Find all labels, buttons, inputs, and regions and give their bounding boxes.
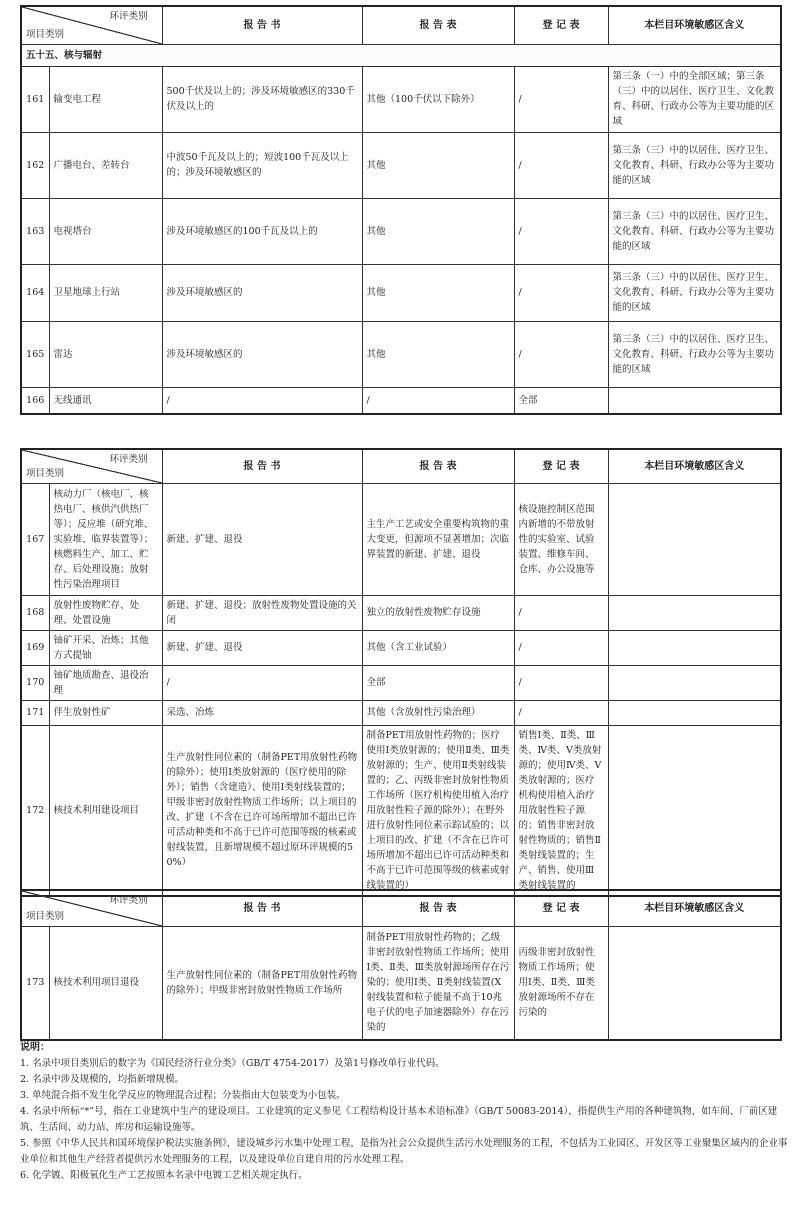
- project-category-cell: 无线通讯: [49, 387, 162, 414]
- report-book-cell: 新建、扩建、退役；放射性废物处置设施的关闭: [162, 595, 362, 630]
- row-number: 169: [21, 630, 49, 665]
- row-number: 166: [21, 387, 49, 414]
- registration-cell: /: [514, 630, 608, 665]
- table-row: [21, 321, 781, 387]
- registration-cell: 销售Ⅰ类、Ⅱ类、Ⅲ类、Ⅳ类、Ⅴ类放射源的；使用Ⅳ类、Ⅴ类放射源的；医疗机构使用植入治疗用放射性粒子源的；销售非密封放射性物质的；销售Ⅱ类射线装置的；生产、销售、使用Ⅲ类射线装置的: [514, 725, 608, 896]
- header-report-book: 报 告 书: [162, 6, 362, 44]
- sensitive-area-cell: [608, 483, 781, 595]
- sensitive-area-cell: [608, 387, 781, 414]
- project-category-cell: 核动力厂（核电厂、核热电厂、核供汽供热厂等）；反应堆（研究堆、实验堆、临界装置等）；核燃料生产、加工、贮存、后处理设施；放射性污染治理项目: [49, 483, 162, 595]
- row-number: 165: [21, 321, 49, 387]
- registration-cell: /: [514, 595, 608, 630]
- header-report-form: 报 告 表: [362, 890, 514, 926]
- project-category-cell: 广播电台、差转台: [49, 132, 162, 198]
- note-item: 2. 名录中涉及规模的，均指新增规模。: [20, 1074, 185, 1085]
- row-number: 161: [21, 66, 49, 132]
- report-book-cell: 新建、扩建、退役: [162, 630, 362, 665]
- report-form-cell: 制备PET用放射性药物的；医疗使用Ⅰ类放射源的；使用Ⅱ类、Ⅲ类放射源的；生产、使用Ⅱ类射线装置的；乙、丙级非密封放射性物质工作场所（医疗机构使用植入治疗用放射性粒子源的除外）；在野外进行放射性同位素示踪试验的；以上项目的改、扩建（不含在已许可场所增加不超出已许可活动种类和不高于已许可范围等级的核素或射线装置的）: [362, 725, 514, 896]
- sensitive-area-cell: 第三条（一）中的全部区域；第三条（三）中的以居住、医疗卫生、文化教育、科研、行政办公等为主要功能的区域: [608, 66, 781, 132]
- project-category-cell: 电视塔台: [49, 198, 162, 264]
- project-category-cell: 雷达: [49, 321, 162, 387]
- report-form-cell: /: [362, 387, 514, 414]
- notes-section: [20, 1040, 790, 1184]
- row-number: 171: [21, 700, 49, 725]
- registration-cell: 核设施控制区范围内新增的不带放射性的实验室、试验装置、维修车间、仓库、办公设施等: [514, 483, 608, 595]
- table-row: [21, 665, 781, 700]
- note-item: 1. 名录中项目类别后的数字为《国民经济行业分类》（GB/T 4754-2017）及第1号修改单行业代码。: [20, 1058, 445, 1069]
- header-report-form: 报 告 表: [362, 449, 514, 483]
- report-form-cell: 其他（100千伏以下除外）: [362, 66, 514, 132]
- table-row: [21, 66, 781, 132]
- header-sensitive-area: 本栏目环境敏感区含义: [608, 6, 781, 44]
- header-eia-category: 环评类别: [109, 895, 148, 906]
- table-row: [21, 198, 781, 264]
- report-book-cell: 涉及环境敏感区的100千瓦及以上的: [162, 198, 362, 264]
- section-title: 五十五、核与辐射: [21, 44, 781, 66]
- header-project-category: 项目类别: [26, 910, 65, 922]
- header-eia-category: 环评类别: [109, 11, 148, 22]
- row-number: 173: [21, 926, 49, 1040]
- report-form-cell: 全部: [362, 665, 514, 700]
- row-number: 162: [21, 132, 49, 198]
- header-project-category: 项目类别: [26, 28, 65, 40]
- registration-cell: 丙级非密封放射性物质工作场所；使用Ⅰ类、Ⅱ类、Ⅲ类放射源场所不存在污染的: [514, 926, 608, 1040]
- sensitive-area-cell: 第三条（三）中的以居住、医疗卫生、文化教育、科研、行政办公等为主要功能的区域: [608, 132, 781, 198]
- report-book-cell: 新建、扩建、退役: [162, 483, 362, 595]
- note-item: 3. 单纯混合指不发生化学反应的物理混合过程；分装指由大包装变为小包装。: [20, 1090, 346, 1101]
- registration-cell: /: [514, 665, 608, 700]
- project-category-cell: 铀矿地质勘查、退役治理: [49, 665, 162, 700]
- table-row: [21, 926, 781, 1040]
- report-book-cell: 涉及环境敏感区的: [162, 264, 362, 321]
- table-nuclear-radiation-part1: [20, 5, 782, 415]
- project-category-cell: 铀矿开采、冶炼；其他方式提铀: [49, 630, 162, 665]
- sensitive-area-cell: [608, 700, 781, 725]
- sensitive-area-cell: [608, 595, 781, 630]
- sensitive-area-cell: 第三条（三）中的以居住、医疗卫生、文化教育、科研、行政办公等为主要功能的区域: [608, 264, 781, 321]
- project-category-cell: 卫星地球上行站: [49, 264, 162, 321]
- note-item: 4. 名录中所标“*”号，指在工业建筑中生产的建设项目。工业建筑的定义参见《工程结构设计基本术语标准》（GB/T 50083-2014），指提供生产用的各种建筑物，如车间、厂前区建筑、生活间、动力站、库房和运输设施等。: [20, 1106, 778, 1133]
- header-eia-category: 环评类别: [109, 454, 148, 465]
- report-form-cell: 制备PET用放射性药物的；乙级非密封放射性物质工作场所；使用Ⅰ类、Ⅱ类、Ⅲ类放射源场所存在污染的；使用Ⅰ类、Ⅱ类射线装置(X射线装置和粒子能量不高于10兆电子伏的电子加速器除外）存在污染的: [362, 926, 514, 1040]
- project-category-cell: 放射性废物贮存、处理、处置设施: [49, 595, 162, 630]
- registration-cell: /: [514, 132, 608, 198]
- row-number: 168: [21, 595, 49, 630]
- sensitive-area-cell: [608, 665, 781, 700]
- header-project-category: 项目类别: [26, 467, 65, 479]
- registration-cell: /: [514, 321, 608, 387]
- header-diagonal-cell: [21, 449, 162, 483]
- table-row: [21, 630, 781, 665]
- project-category-cell: 伴生放射性矿: [49, 700, 162, 725]
- report-book-cell: 中波50千瓦及以上的；短波100千瓦及以上的；涉及环境敏感区的: [162, 132, 362, 198]
- row-number: 167: [21, 483, 49, 595]
- row-number: 170: [21, 665, 49, 700]
- header-registration-form: 登 记 表: [514, 890, 608, 926]
- table-nuclear-radiation-part3: [20, 889, 782, 1041]
- table-row: [21, 132, 781, 198]
- header-report-form: 报 告 表: [362, 6, 514, 44]
- table-row: [21, 595, 781, 630]
- registration-cell: /: [514, 700, 608, 725]
- report-form-cell: 其他: [362, 198, 514, 264]
- sensitive-area-cell: 第三条（三）中的以居住、医疗卫生、文化教育、科研、行政办公等为主要功能的区域: [608, 198, 781, 264]
- registration-cell: 全部: [514, 387, 608, 414]
- report-book-cell: 500千伏及以上的；涉及环境敏感区的330千伏及以上的: [162, 66, 362, 132]
- table-row: [21, 387, 781, 414]
- header-report-book: 报 告 书: [162, 449, 362, 483]
- report-book-cell: /: [162, 387, 362, 414]
- report-book-cell: 涉及环境敏感区的: [162, 321, 362, 387]
- report-book-cell: 采选、冶炼: [162, 700, 362, 725]
- report-form-cell: 主生产工艺或安全重要构筑物的重大变更，但源项不显著增加；次临界装置的新建、扩建、退役: [362, 483, 514, 595]
- header-diagonal-cell: [21, 890, 162, 926]
- registration-cell: /: [514, 198, 608, 264]
- report-form-cell: 独立的放射性废物贮存设施: [362, 595, 514, 630]
- header-sensitive-area: 本栏目环境敏感区含义: [608, 890, 781, 926]
- row-number: 163: [21, 198, 49, 264]
- sensitive-area-cell: 第三条（三）中的以居住、医疗卫生、文化教育、科研、行政办公等为主要功能的区域: [608, 321, 781, 387]
- project-category-cell: 核技术利用建设项目: [49, 725, 162, 896]
- project-category-cell: 输变电工程: [49, 66, 162, 132]
- report-form-cell: 其他: [362, 264, 514, 321]
- note-item: 5. 参照《中华人民共和国环境保护税法实施条例》，建设城乡污水集中处理工程，是指为社会公众提供生活污水处理服务的工程，不包括为工业园区、开发区等工业聚集区域内的企业事业单位和其他生产经营者提供污水处理服务的工程，以及建设单位自建自用的污水处理工程。: [20, 1138, 788, 1165]
- table-row: [21, 700, 781, 725]
- note-item: 6. 化学镀、阳极氧化生产工艺按照本名录中电镀工艺相关规定执行。: [20, 1170, 308, 1181]
- sensitive-area-cell: [608, 630, 781, 665]
- header-registration-form: 登 记 表: [514, 449, 608, 483]
- report-form-cell: 其他（含工业试验）: [362, 630, 514, 665]
- table-nuclear-radiation-part2: [20, 448, 782, 897]
- row-number: 164: [21, 264, 49, 321]
- report-book-cell: 生产放射性同位素的（制备PET用放射性药物的除外）；甲级非密封放射性物质工作场所: [162, 926, 362, 1040]
- sensitive-area-cell: [608, 725, 781, 896]
- table-row: [21, 483, 781, 595]
- registration-cell: /: [514, 264, 608, 321]
- header-registration-form: 登 记 表: [514, 6, 608, 44]
- table-row: [21, 725, 781, 896]
- header-sensitive-area: 本栏目环境敏感区含义: [608, 449, 781, 483]
- header-report-book: 报 告 书: [162, 890, 362, 926]
- header-diagonal-cell: [21, 6, 162, 44]
- row-number: 172: [21, 725, 49, 896]
- notes-title: 说明：: [20, 1042, 50, 1053]
- report-form-cell: 其他（含放射性污染治理）: [362, 700, 514, 725]
- registration-cell: /: [514, 66, 608, 132]
- report-form-cell: 其他: [362, 321, 514, 387]
- project-category-cell: 核技术利用项目退役: [49, 926, 162, 1040]
- report-book-cell: 生产放射性同位素的（制备PET用放射性药物的除外）；使用Ⅰ类放射源的（医疗使用的除外）；销售（含建造）、使用Ⅰ类射线装置的；甲级非密封放射性物质工作场所；以上项目的改、扩建（不含在已许可场所增加不超出已许可活动种类和不高于已许可范围等级的核素或射线装置，且新增规模不超过原环评规模的50%）: [162, 725, 362, 896]
- table-row: [21, 264, 781, 321]
- report-form-cell: 其他: [362, 132, 514, 198]
- sensitive-area-cell: [608, 926, 781, 1040]
- report-book-cell: /: [162, 665, 362, 700]
